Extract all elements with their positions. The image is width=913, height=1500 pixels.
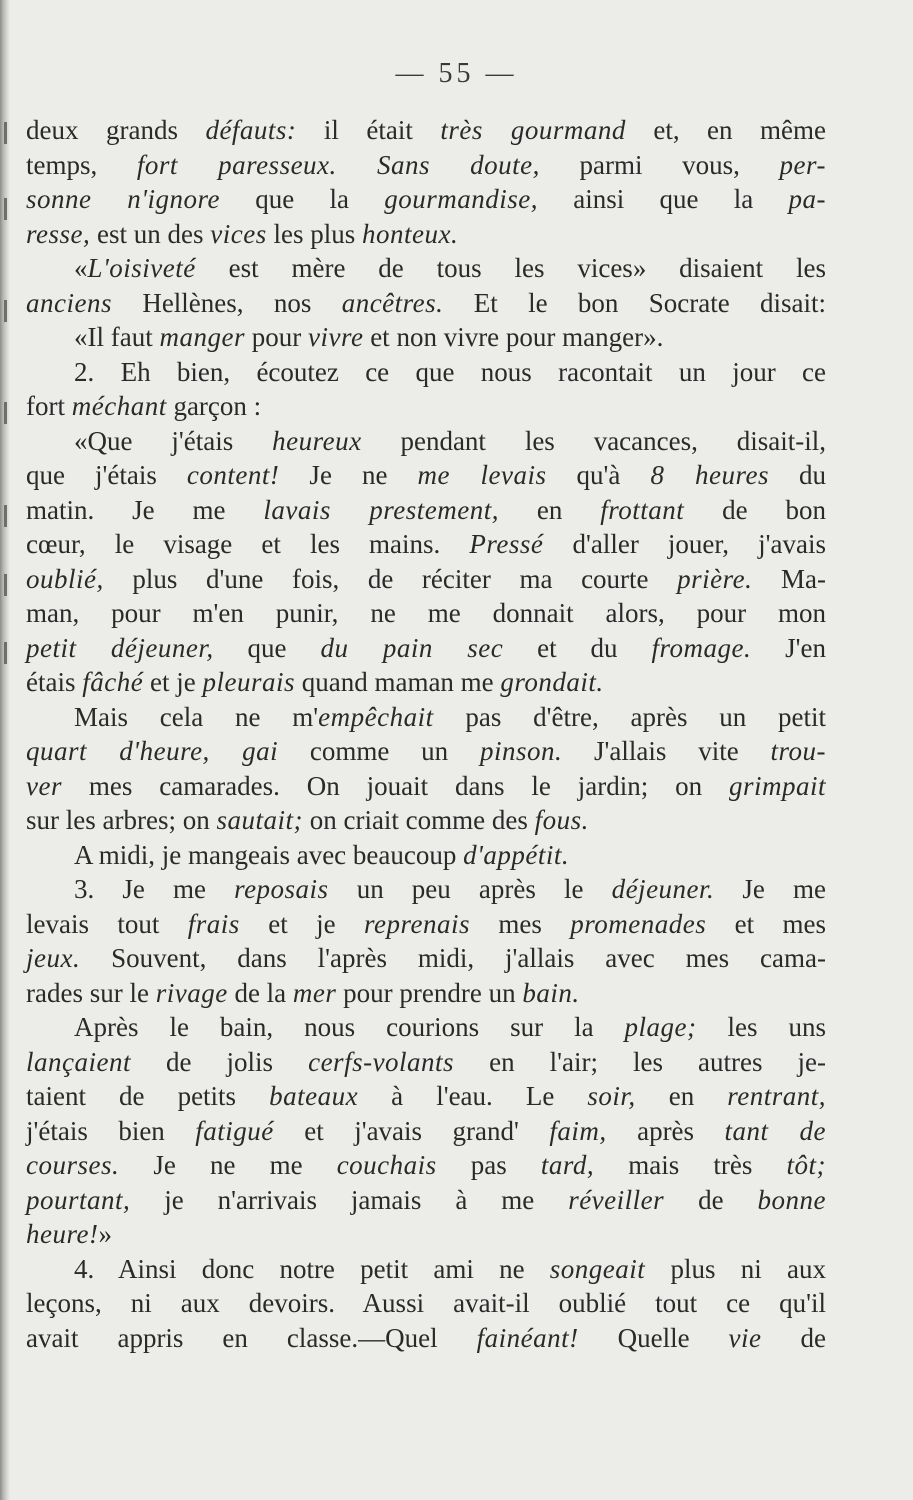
italic-text: pa- [788, 184, 826, 214]
text-line [26, 1114, 826, 1149]
text: taient de petits [26, 1081, 270, 1111]
text: en l'air; les autres je- [454, 1046, 827, 1077]
italic-text: ver [26, 770, 62, 801]
italic-text: oublié, [26, 563, 104, 594]
text: et je [239, 908, 364, 939]
text: de bon [684, 494, 827, 525]
text: temps, [26, 149, 137, 180]
text-line [26, 941, 826, 976]
italic-text: bonne [757, 1184, 827, 1215]
text-line [26, 424, 826, 459]
text: il était [296, 115, 441, 145]
text-line [26, 1045, 826, 1080]
text: que j'étais [26, 460, 187, 490]
italic-text: pourtant, [26, 1184, 131, 1215]
italic-text: défauts: [205, 115, 297, 145]
italic-text: empêchait [318, 701, 434, 732]
italic-text: fainéant! [476, 1322, 579, 1353]
text-line [26, 803, 826, 838]
italic-text: déjeuner. [611, 874, 715, 904]
text-line [26, 1252, 826, 1287]
text-line [26, 286, 826, 321]
text: sur les arbres; on [26, 805, 217, 835]
italic-text: tôt; [786, 1150, 826, 1180]
text: et j'avais grand' [273, 1115, 550, 1146]
body-text [26, 113, 826, 1355]
text: qu'à [546, 460, 651, 490]
text: ainsi que la [538, 184, 789, 214]
italic-text: me levais [417, 460, 547, 490]
text: cœur, le visage et les mains. [26, 529, 470, 559]
italic-text: tant de [724, 1115, 826, 1146]
text: Hellènes, nos [111, 287, 342, 318]
text: plus d'une fois, de réciter ma courte [103, 563, 678, 594]
text-line [26, 493, 826, 528]
text: Quelle [578, 1322, 729, 1353]
text-line [26, 769, 826, 804]
italic-text: d'appétit. [463, 839, 570, 870]
italic-text: fort paresseux. Sans doute, [136, 149, 540, 180]
italic-text: pleurais [202, 667, 295, 697]
page-number: — 55 — [395, 58, 518, 89]
italic-text: reposais [234, 874, 329, 904]
bleed-mark [4, 574, 7, 596]
text: «Il faut [74, 322, 160, 352]
text: J'en [751, 632, 827, 663]
text-line [26, 1183, 826, 1218]
italic-text: lavais prestement, [263, 494, 499, 525]
italic-text: cerfs-volants [308, 1046, 455, 1077]
text: parmi vous, [539, 149, 780, 180]
text-line [26, 1217, 826, 1252]
text-line [26, 320, 826, 355]
italic-text: plage; [624, 1012, 697, 1042]
text: Et le bon Socrate disait: [443, 287, 827, 318]
text-line [26, 562, 826, 597]
italic-text: prière. [677, 563, 753, 594]
text-line [26, 217, 826, 252]
bleed-mark [4, 402, 7, 424]
text: on criait comme des [302, 805, 535, 835]
text: de [761, 1322, 827, 1353]
text: de [664, 1184, 758, 1215]
text: mes camarades. On jouait dans le jardin; on [61, 770, 729, 801]
text: les plus [266, 218, 362, 249]
italic-text: frais [187, 908, 240, 939]
italic-text: sautait; [216, 805, 303, 835]
italic-text: bateaux [269, 1081, 359, 1111]
italic-text: pinson. [479, 736, 563, 766]
text: est mère de tous les vices» disaient les [195, 253, 826, 283]
text: j'étais bien [26, 1115, 196, 1146]
text-line [26, 838, 826, 873]
text: que [213, 632, 321, 663]
text: je n'arrivais jamais à me [130, 1184, 569, 1215]
italic-text: 8 heures [650, 460, 769, 490]
text: Mais cela ne m' [74, 701, 319, 732]
text-line [26, 907, 826, 942]
text-line [26, 1148, 826, 1183]
text-line [26, 1286, 826, 1321]
italic-text: reprenais [363, 908, 470, 939]
italic-text: mer [292, 977, 337, 1008]
text: 3. Je me [74, 874, 235, 904]
italic-text: trou- [770, 736, 826, 766]
bleed-mark [4, 505, 7, 527]
italic-text: manger [159, 322, 245, 352]
italic-text: resse, [26, 218, 91, 249]
text-line [26, 1010, 826, 1045]
text-line [26, 1079, 826, 1114]
text: rades sur le [26, 977, 156, 1008]
text: pendant les vacances, disait-il, [361, 425, 826, 456]
text: de la [227, 977, 293, 1008]
italic-text: fatigué [195, 1115, 274, 1146]
italic-text: faim, [549, 1115, 607, 1146]
text: avait appris en classe.—Quel [26, 1322, 477, 1353]
bleed-mark [4, 122, 7, 144]
text: et du [503, 632, 652, 663]
italic-text: Pressé [469, 529, 544, 559]
text: 4. Ainsi donc notre petit ami ne [74, 1253, 550, 1284]
text: et je [143, 667, 203, 697]
text: Après le bain, nous courions sur la [74, 1012, 625, 1042]
italic-text: honteux. [361, 218, 459, 249]
text: pour [244, 322, 308, 352]
italic-text: couchais [336, 1150, 437, 1180]
italic-text: très gourmand [440, 115, 626, 145]
text: pas [436, 1150, 541, 1180]
text: de jolis [130, 1046, 309, 1077]
italic-text: anciens [26, 287, 112, 318]
text-line [26, 458, 826, 493]
text-line [26, 700, 826, 735]
italic-text: fâché [82, 667, 144, 697]
text-line [26, 734, 826, 769]
italic-text: tard, [540, 1150, 595, 1180]
text: Je ne [279, 460, 418, 490]
text: 2. Eh bien, écoutez ce que nous racontait un jour ce [74, 356, 826, 387]
italic-text: courses. [26, 1150, 120, 1180]
italic-text: per- [779, 149, 826, 180]
text-line [26, 113, 826, 148]
text: pas d'être, après un petit [433, 701, 826, 732]
text-line [26, 182, 826, 217]
bleed-mark [4, 198, 7, 220]
italic-text: vices [210, 218, 267, 249]
text: « [74, 253, 88, 283]
text: pour prendre un [336, 977, 523, 1008]
text: après [606, 1115, 725, 1146]
text: comme un [278, 736, 480, 766]
text: fort [26, 391, 72, 421]
italic-text: du pain sec [320, 632, 504, 663]
italic-text: promenades [570, 908, 707, 939]
italic-text: gourmandise, [384, 184, 538, 214]
bleed-mark [4, 642, 7, 664]
italic-text: vie [728, 1322, 762, 1353]
italic-text: fous. [534, 805, 589, 835]
bleed-mark [4, 300, 7, 322]
page-binding-edge [0, 0, 10, 1500]
text: que la [220, 184, 385, 214]
text: mes [469, 908, 571, 939]
italic-text: L'oisiveté [87, 253, 196, 283]
text: Je me [714, 874, 826, 904]
text: quand maman me [294, 667, 501, 697]
text-line [26, 665, 826, 700]
text-line [26, 389, 826, 424]
italic-text: ancêtres. [341, 287, 444, 318]
text: J'allais vite [562, 736, 771, 766]
text: Ma- [752, 563, 826, 594]
text: Souvent, dans l'après midi, j'allais avec mes cama- [80, 943, 826, 973]
text: et, en même [625, 115, 826, 145]
italic-text: vivre [307, 322, 364, 352]
text-line [26, 872, 826, 907]
italic-text: grondait. [500, 667, 604, 697]
text: du [768, 460, 827, 490]
text: leçons, ni aux devoirs. Aussi avait-il oublié tout ce qu'il [26, 1288, 826, 1318]
italic-text: soir, [587, 1081, 636, 1111]
italic-text: grimpait [728, 770, 826, 801]
text-line [26, 631, 826, 666]
italic-text: réveiller [568, 1184, 665, 1215]
italic-text: jeux. [26, 943, 81, 973]
text: levais tout [26, 908, 188, 939]
text: en [635, 1081, 728, 1111]
text: mais très [594, 1150, 787, 1180]
text: en [498, 494, 601, 525]
text: et non vivre pour manger». [363, 322, 664, 352]
text-line [26, 1321, 826, 1356]
italic-text: quart d'heure, gai [26, 736, 279, 766]
text: à l'eau. Le [358, 1081, 588, 1111]
text-line [26, 596, 826, 631]
text: les uns [696, 1012, 826, 1042]
text-line [26, 148, 826, 183]
text: est un des [90, 218, 211, 249]
italic-text: frottant [600, 494, 685, 525]
text-line [26, 527, 826, 562]
italic-text: rivage [155, 977, 228, 1008]
italic-text: méchant [71, 391, 167, 421]
italic-text: songeait [549, 1253, 646, 1284]
italic-text: heure! [26, 1219, 99, 1249]
italic-text: content! [186, 460, 280, 490]
italic-text: heureux [272, 425, 362, 456]
italic-text: bain. [522, 977, 580, 1008]
italic-text: sonne n'ignore [26, 184, 221, 214]
text: garçon : [166, 391, 262, 421]
text: man, pour m'en punir, ne me donnait alors, pour mon [26, 598, 826, 628]
text: » [98, 1219, 112, 1249]
italic-text: fromage. [651, 632, 752, 663]
text: «Que j'étais [74, 425, 273, 456]
text: deux grands [26, 115, 206, 145]
text: plus ni aux [645, 1253, 826, 1284]
italic-text: rentrant, [727, 1081, 827, 1111]
text: Je ne me [119, 1150, 337, 1180]
text: un peu après le [328, 874, 612, 904]
text: et mes [706, 908, 826, 939]
text-line [26, 355, 826, 390]
text-line [26, 976, 826, 1011]
text: d'aller jouer, j'avais [543, 529, 826, 559]
italic-text: lançaient [26, 1046, 131, 1077]
text: A midi, je mangeais avec beaucoup [74, 839, 464, 870]
text-line [26, 251, 826, 286]
text: étais [26, 667, 83, 697]
text: matin. Je me [26, 494, 264, 525]
italic-text: petit déjeuner, [26, 632, 214, 663]
